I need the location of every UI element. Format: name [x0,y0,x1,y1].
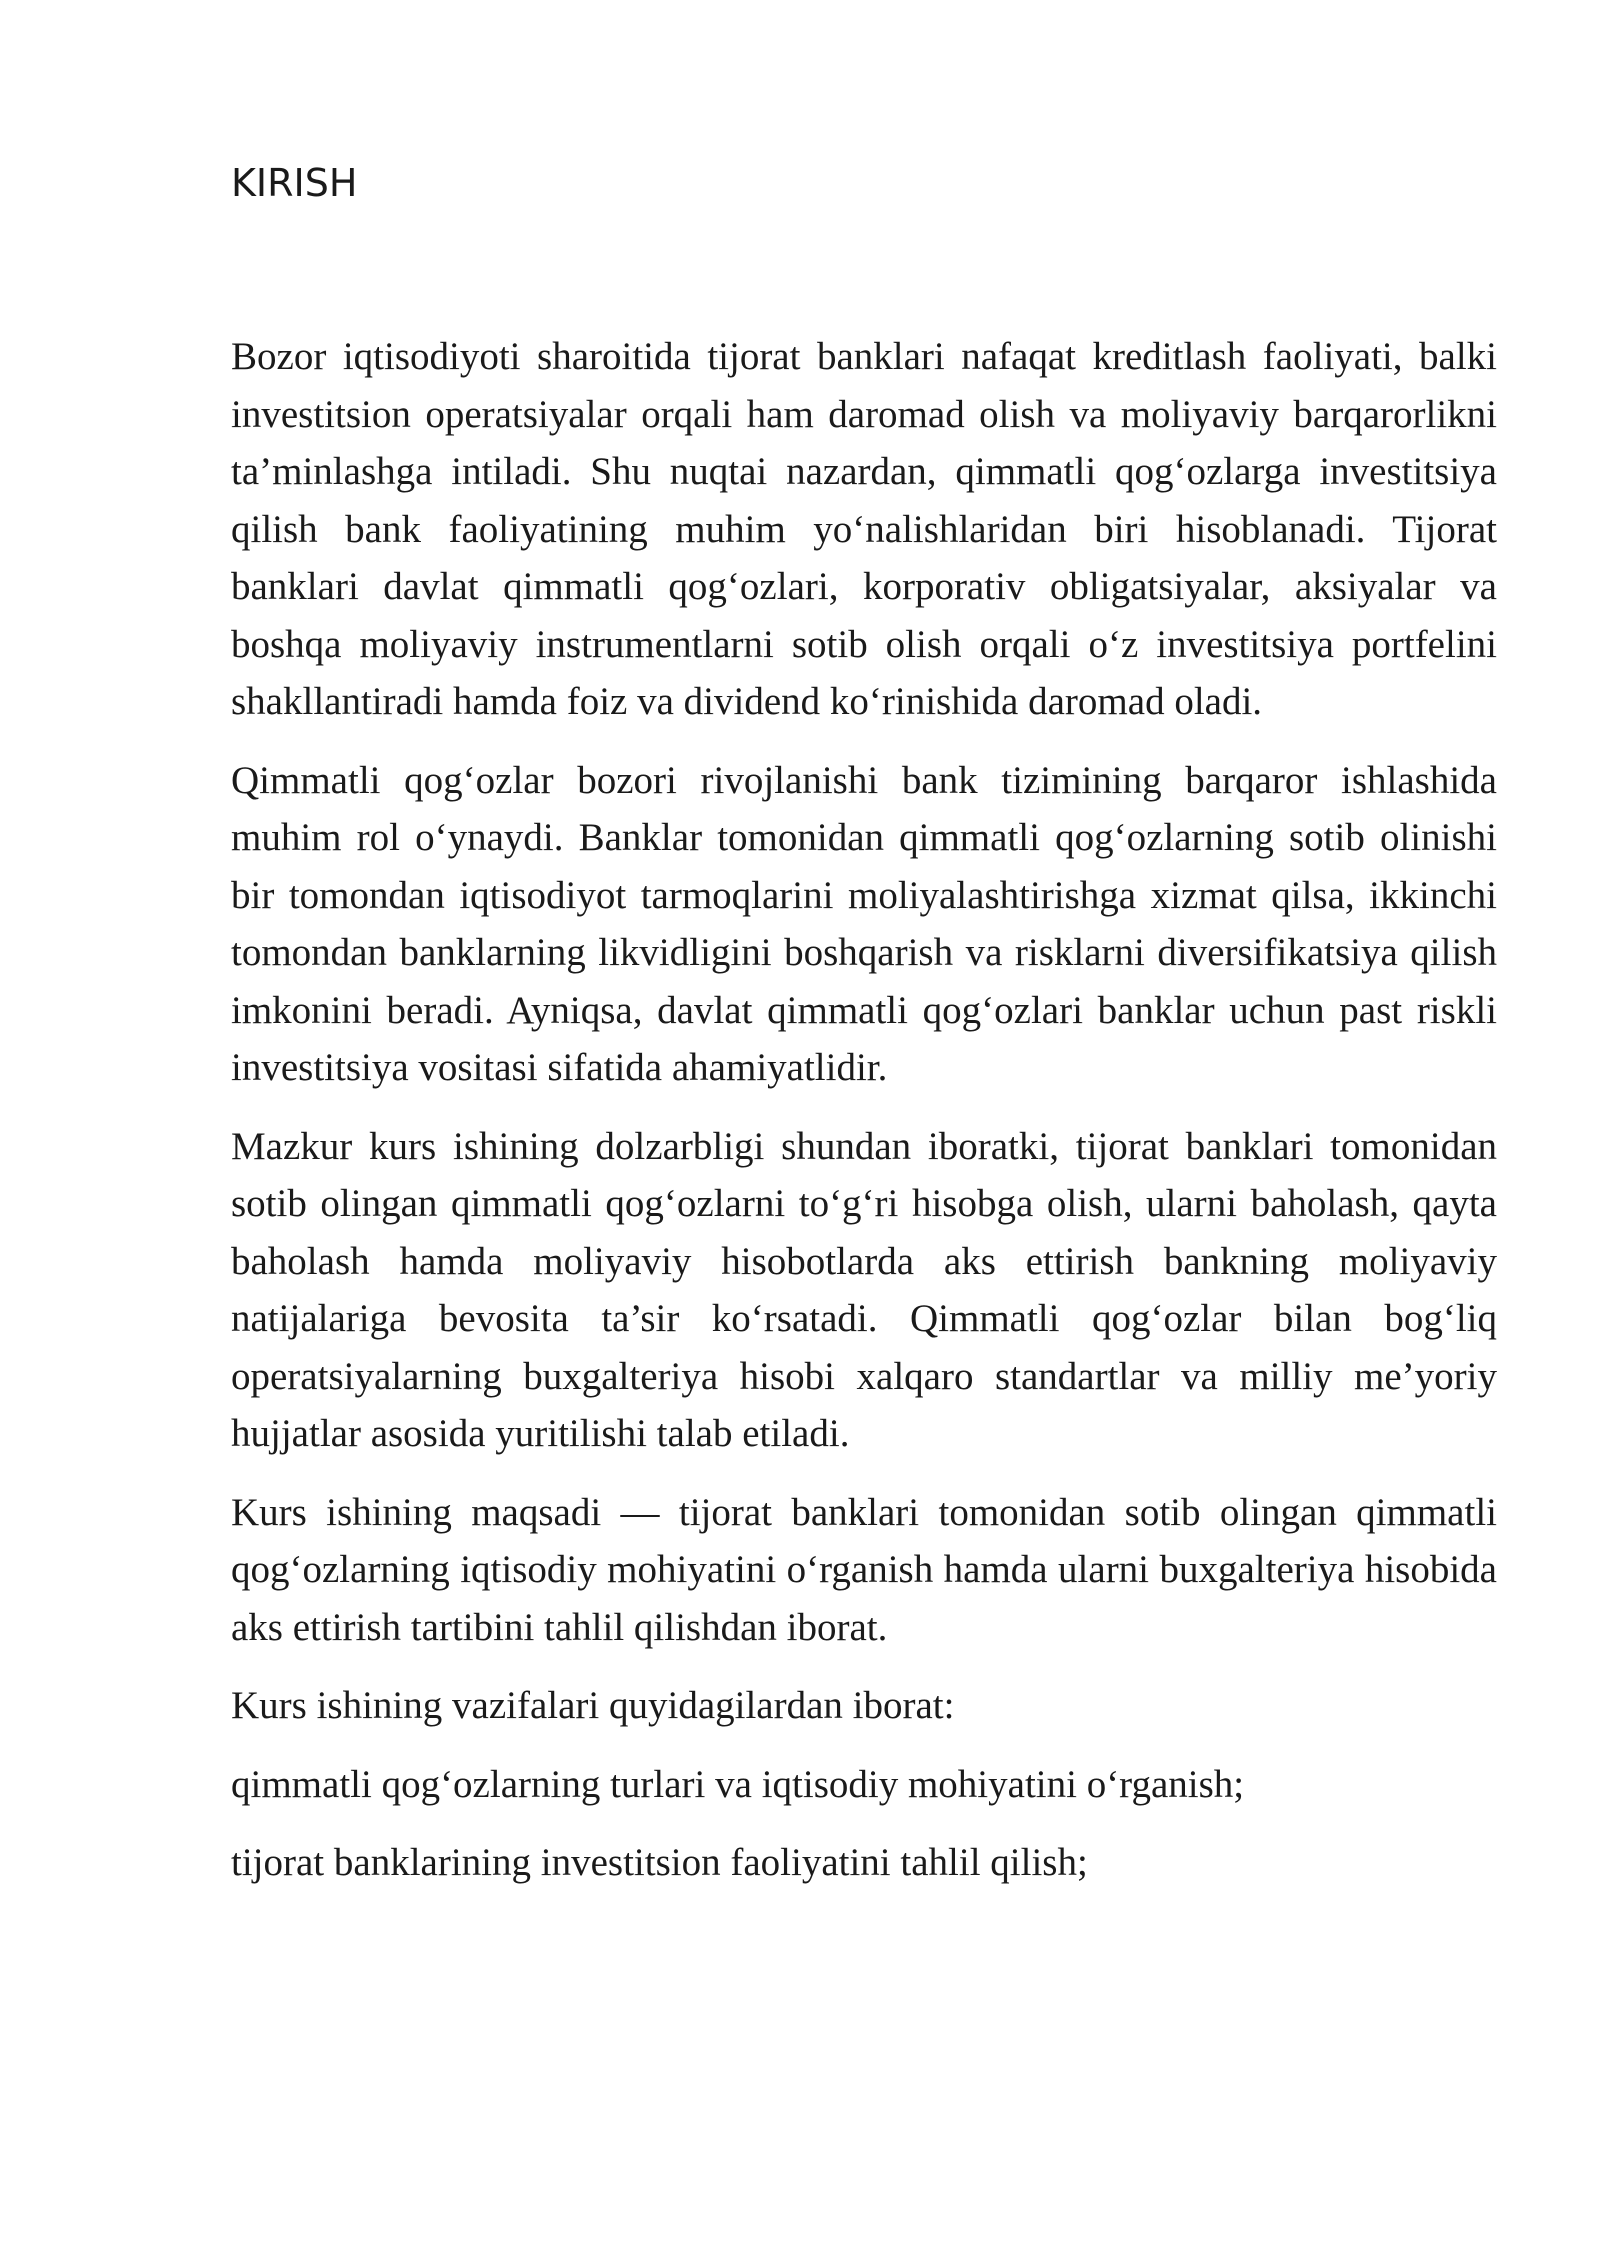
paragraph-goal: Kurs ishining maqsadi — tijorat banklari tomonidan sotib olingan qimmatli qog‘ozlarning iqtisodiy mohiyatini o‘rganish hamda ularni buxgalteriya hisobida aks ettirish tartibini tahlil qilishdan iborat. [231,1490,1497,1649]
section-heading: KIRISH [231,161,358,205]
document-body [231,328,1497,1913]
paragraph-task-1: qimmatli qog‘ozlarning turlari va iqtisodiy mohiyatini o‘rganish; [231,1762,1245,1806]
paragraph-task-2: tijorat banklarining investitsion faoliyatini tahlil qilish; [231,1841,1088,1884]
paragraph-introduction: Bozor iqtisodiyoti sharoitida tijorat banklari nafaqat kreditlash faoliyati, balki investitsion operatsiyalar orqali ham daromad olish va moliyaviy barqarorlikni ta’minlashga intiladi. Shu nuqtai nazardan, qimmatli qog‘ozlarga investitsiya qilish bank faoliyatining muhim yo‘nalishlaridan biri hisoblanadi. Tijorat banklari davlat qimmatli qog‘ozlari, korporativ obligatsiyalar, aksiyalar va boshqa moliyaviy instrumentlarni sotib olish orqali o‘z investitsiya portfelini shakllantiradi hamda foiz va dividend ko‘rinishida daromad oladi. [231,335,1497,723]
paragraph-tasks-intro: Kurs ishining vazifalari quyidagilardan iborat: [231,1684,955,1727]
paragraph-relevance: Mazkur kurs ishining dolzarbligi shundan iboratki, tijorat banklari tomonidan sotib olingan qimmatli qog‘ozlarni to‘g‘ri hisobga olish, ularni baholash, qayta baholash hamda moliyaviy hisobotlarda aks ettirish bankning moliyaviy natijalariga bevosita ta’sir ko‘rsatadi. Qimmatli qog‘ozlar bilan bog‘liq operatsiyalarning buxgalteriya hisobi xalqaro standartlar va milliy me’yoriy hujjatlar asosida yuritilishi talab etiladi. [231,1124,1497,1455]
paragraph-securities-market: Qimmatli qog‘ozlar bozori rivojlanishi bank tizimining barqaror ishlashida muhim rol o‘ynaydi. Banklar tomonidan qimmatli qog‘ozlarning sotib olinishi bir tomondan iqtisodiyot tarmoqlarini moliyalashtirishga xizmat qilsa, ikkinchi tomondan banklarning likvidligini boshqarish va risklarni diversifikatsiya qilish imkonini beradi. Ayniqsa, davlat qimmatli qog‘ozlari banklar uchun past riskli investitsiya vositasi sifatida ahamiyatlidir. [231,758,1497,1089]
